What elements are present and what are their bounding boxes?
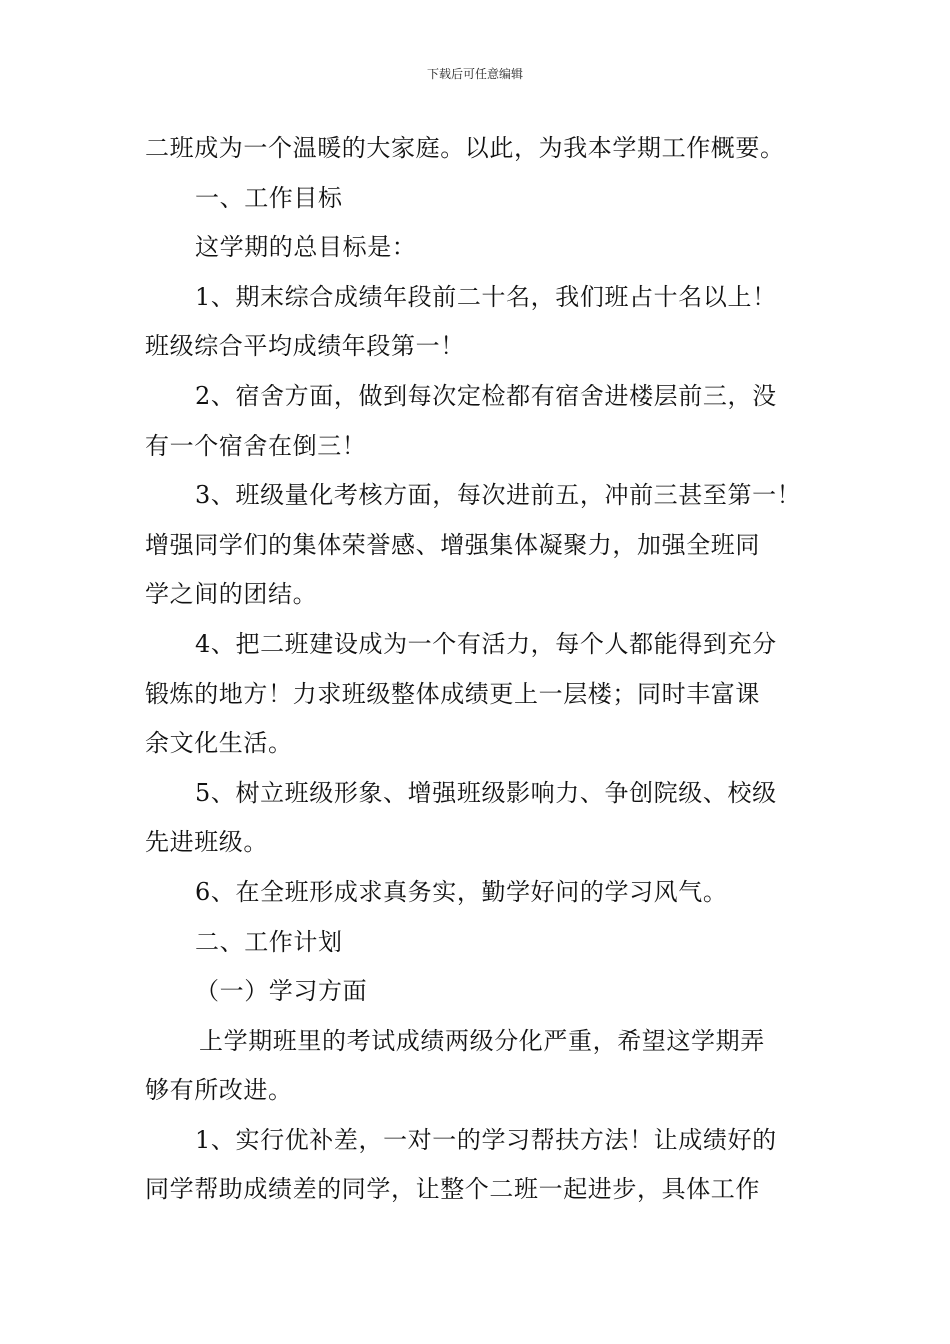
section-heading: 二、工作计划 xyxy=(195,927,343,956)
paragraph-line: 同学帮助成绩差的同学，让整个二班一起进步，具体工作 xyxy=(145,1175,760,1204)
paragraph-line: 6、在全班形成求真务实，勤学好问的学习风气。 xyxy=(195,877,728,906)
page-header: 下载后可任意编辑 xyxy=(426,67,523,81)
section-heading: 一、工作目标 xyxy=(195,183,343,212)
paragraph-line: 1、期末综合成绩年段前二十名，我们班占十名以上！ xyxy=(195,282,777,311)
paragraph-line: 先进班级。 xyxy=(145,828,268,857)
paragraph-line: 有一个宿舍在倒三！ xyxy=(145,431,367,460)
paragraph-line: 学之间的团结。 xyxy=(145,580,318,609)
paragraph-line: 锻炼的地方！力求班级整体成绩更上一层楼；同时丰富课 xyxy=(145,679,760,708)
paragraph-line: 4、把二班建设成为一个有活力，每个人都能得到充分 xyxy=(195,629,777,658)
paragraph-line: 5、树立班级形象、增强班级影响力、争创院级、校级 xyxy=(195,778,777,807)
document-body xyxy=(145,124,825,1215)
paragraph-line: 班级综合平均成绩年段第一！ xyxy=(145,332,465,361)
paragraph-line: 这学期的总目标是： xyxy=(195,233,417,262)
paragraph-line: 二班成为一个温暖的大家庭。以此，为我本学期工作概要。 xyxy=(145,134,785,162)
paragraph-line: 余文化生活。 xyxy=(145,729,293,758)
paragraph-line: 1、实行优补差，一对一的学习帮扶方法！让成绩好的 xyxy=(195,1125,777,1154)
paragraph-line: 增强同学们的集体荣誉感、增强集体凝聚力，加强全班同 xyxy=(145,530,760,559)
paragraph-line: 够有所改进。 xyxy=(145,1076,293,1105)
paragraph-line: 上学期班里的考试成绩两级分化严重，希望这学期弄 xyxy=(199,1026,765,1055)
paragraph-line: 2、宿舍方面，做到每次定检都有宿舍进楼层前三，没 xyxy=(195,381,777,410)
paragraph-line: 3、班级量化考核方面，每次进前五，冲前三甚至第一！ xyxy=(195,481,802,510)
subsection-heading: （一）学习方面 xyxy=(195,977,368,1006)
